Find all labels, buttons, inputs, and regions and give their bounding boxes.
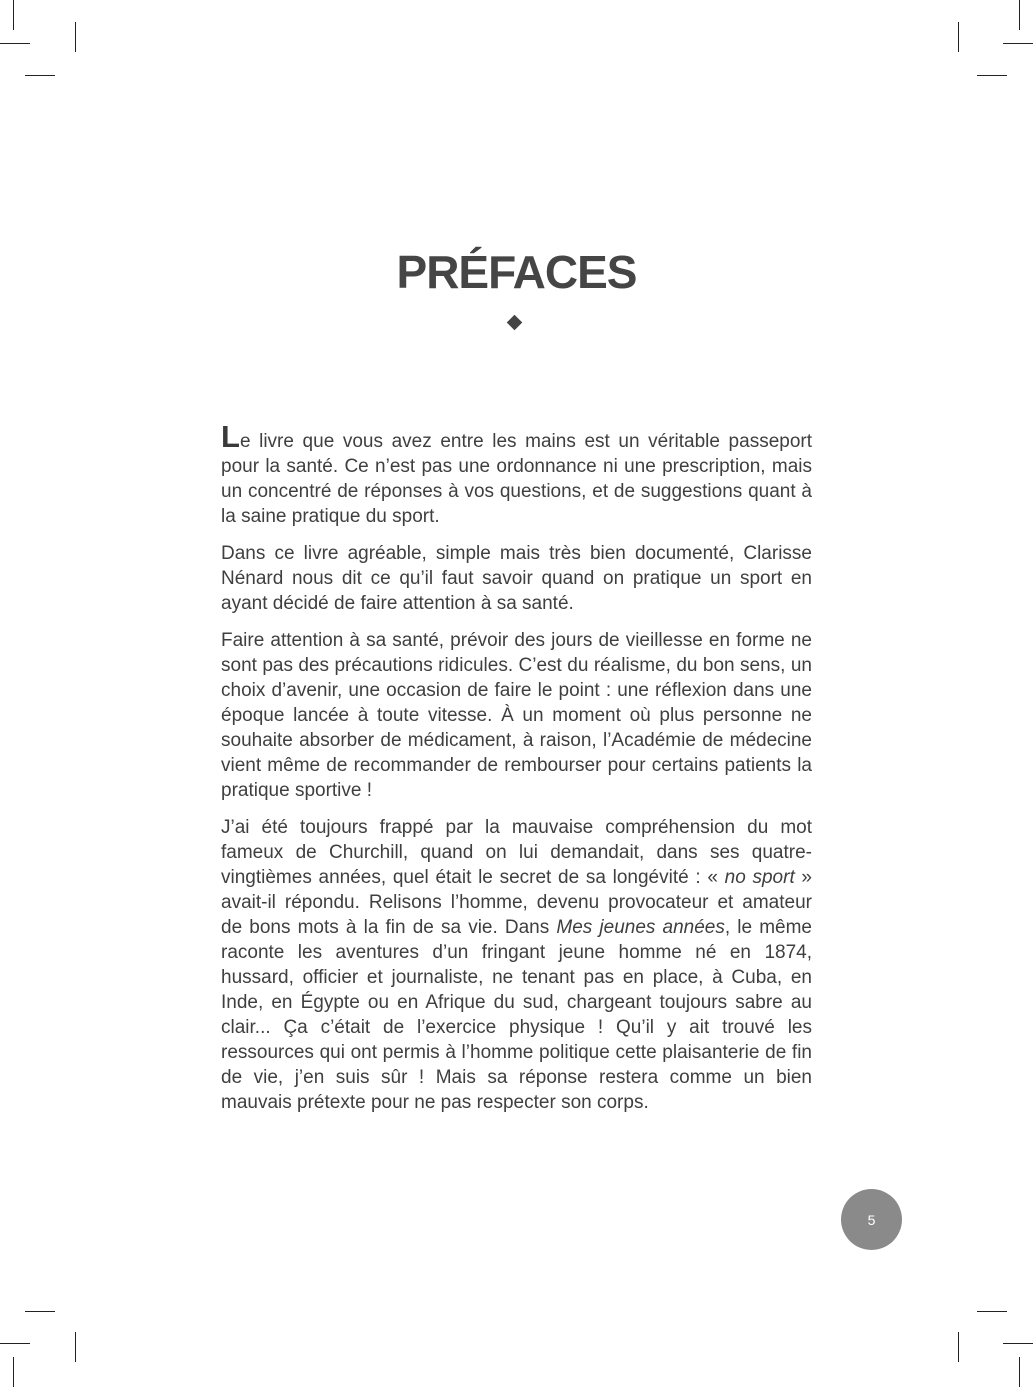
paragraph-4 <box>221 815 812 1115</box>
crop-mark <box>0 43 30 44</box>
crop-mark <box>1003 1343 1033 1344</box>
crop-mark <box>75 1332 76 1362</box>
paragraph-4-text-c: , le même raconte les aventures d’un fringant jeune homme né en 1874, hussard, officier et journaliste, ne tenant pas en place, à Cuba, en Inde, en Égypte ou en Afrique du sud, chargeant toujours sabre au clair... Ça c’était de l’exercice physique ! Qu’il y ait trouvé les ressources qui ont permis à l’homme politique cette plaisanterie de fin de vie, j’en suis sûr ! Mais sa réponse restera comme un bien mauvais prétexte pour ne pas respecter son corps. <box>221 917 812 1113</box>
crop-mark <box>958 1332 959 1362</box>
crop-mark <box>25 1311 55 1312</box>
crop-mark <box>75 22 76 52</box>
crop-mark <box>13 0 14 30</box>
crop-mark <box>958 22 959 52</box>
crop-mark <box>13 1357 14 1387</box>
page-number: 5 <box>867 1211 876 1228</box>
paragraph-2: Dans ce livre agréable, simple mais très bien documenté, Clarisse Nénard nous dit ce qu’il faut savoir quand on pratique un sport en ayant décidé de faire attention à sa santé. <box>221 543 812 614</box>
paragraph-1-text: e livre que vous avez entre les mains est un véritable passeport pour la santé. Ce n’est pas une ordonnance ni une prescription, mais un concentré de réponses à vos questions, et de suggestions quant à la saine pratique du sport. <box>221 431 812 527</box>
drop-cap: L <box>221 419 240 454</box>
crop-mark <box>0 1343 30 1344</box>
paragraph-4-text-a: J’ai été toujours frappé par la mauvaise compréhension du mot fameux de Churchill, quand on lui demandait, dans ses quatre-vingtièmes années, quel était le secret de sa longévité : « <box>221 817 812 888</box>
quote-no-sport: no sport <box>724 867 795 888</box>
page-number-badge <box>841 1189 902 1250</box>
crop-mark <box>977 75 1007 76</box>
paragraph-3: Faire attention à sa santé, prévoir des jours de vieillesse en forme ne sont pas des précautions ridicules. C’est du réalisme, du bon sens, un choix d’avenir, une occasion de faire le point : une réflexion dans une époque lancée à toute vitesse. À un moment où plus personne ne souhaite absorber de médicament, à raison, l’Académie de médecine vient même de recommander de rembourser pour certains patients la pratique sportive ! <box>221 630 812 801</box>
diamond-icon <box>507 315 523 331</box>
paragraph-4-text-b: » avait-il répondu. Relisons l’homme, devenu provocateur et amateur de bons mots à la fin de sa vie. Dans <box>221 867 812 938</box>
crop-mark <box>25 75 55 76</box>
crop-mark <box>1019 0 1020 30</box>
crop-mark <box>1003 43 1033 44</box>
paragraph-1 <box>221 419 812 529</box>
crop-mark <box>1019 1357 1020 1387</box>
page-title: PRÉFACES <box>396 246 637 298</box>
book-title: Mes jeunes années <box>556 917 725 938</box>
preface-body <box>221 419 812 1127</box>
crop-mark <box>977 1311 1007 1312</box>
